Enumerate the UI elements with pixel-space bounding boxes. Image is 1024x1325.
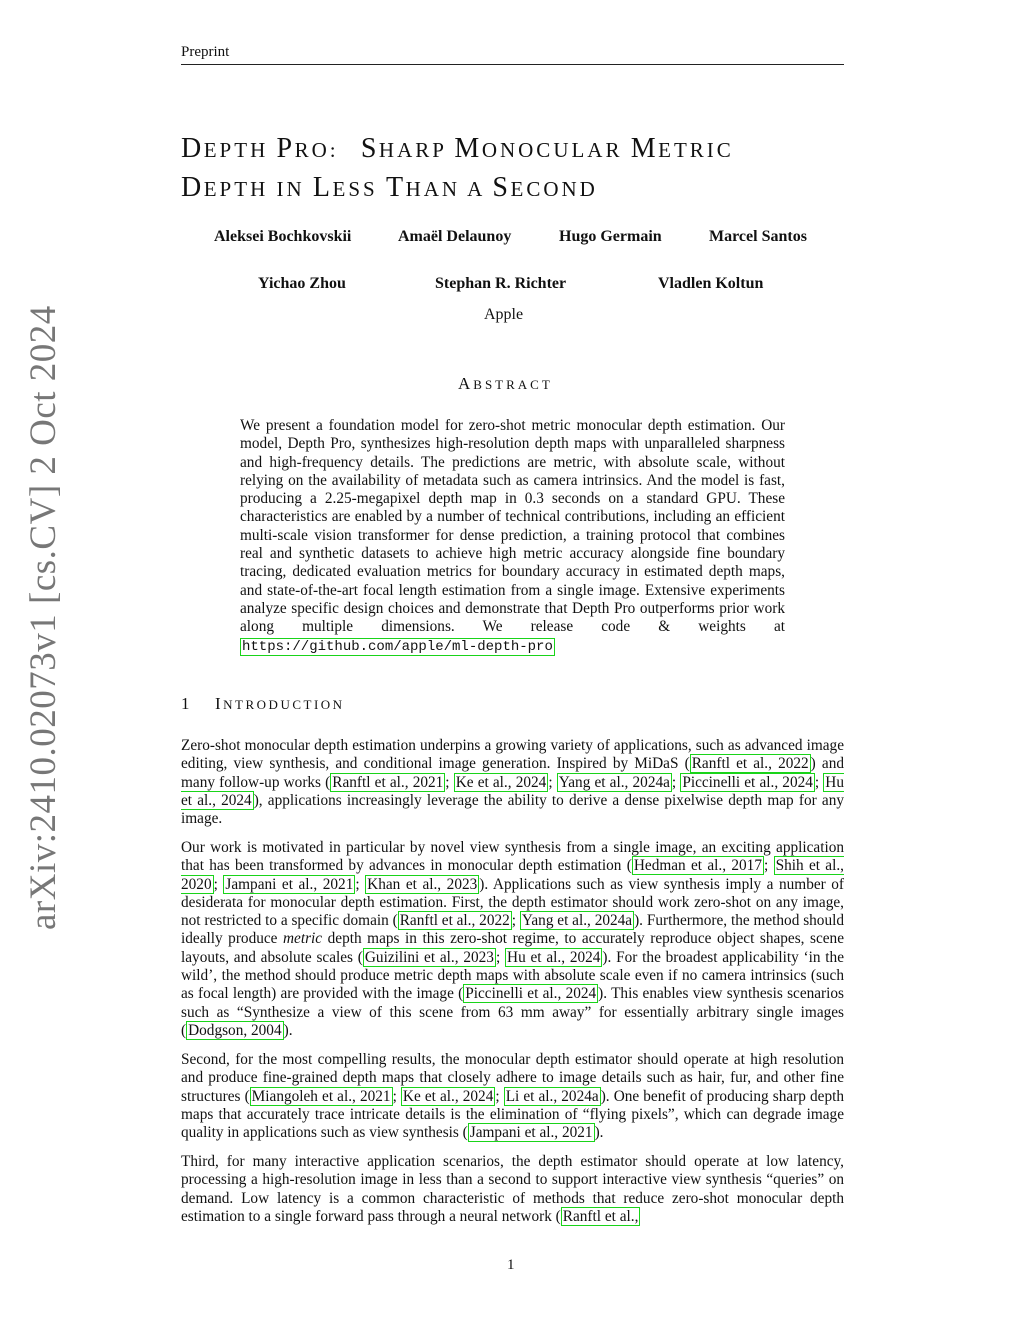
title-line-1	[181, 130, 861, 169]
title-small: ECOND	[510, 177, 598, 201]
text-run: ). One benefit of producing sharp depth maps that accurately trace intricate details is the elimination of “flying pixels”, which can degrade image quality in applications such as view synthesis (	[181, 1087, 845, 1142]
title-cap: S	[360, 133, 379, 164]
title-small: ESS	[332, 177, 386, 201]
text-run: Our work is motivated in particular by novel view synthesis from a single image, an exciting application that has been transformed by advances in monocular depth estimation (	[181, 839, 844, 875]
title-small: EPTH IN	[203, 177, 313, 201]
citation-link[interactable]: Ranftl et al., 2021	[332, 773, 444, 791]
author-name: Aleksei Bochkovskii	[214, 228, 352, 245]
citation-link[interactable]: Hu et al., 2024	[507, 948, 601, 966]
arxiv-identifier[interactable]: arXiv:2410.02073v1 [cs.CV] 2 Oct 2024	[23, 305, 64, 930]
title-cap: M	[454, 133, 482, 164]
text-run: Zero-shot monocular depth estimation underpins a growing variety of applications, such as advanced image editing, view synthesis, and conditional image generation. Inspired by MiDaS (	[181, 737, 844, 773]
intro-paragraph-4	[181, 1153, 844, 1226]
citation-link[interactable]: Hedman et al., 2017	[633, 857, 762, 875]
citation-link[interactable]: Yang et al., 2024a	[558, 773, 670, 791]
citation-link[interactable]: Li et al., 2024a	[505, 1087, 599, 1105]
author-name: Yichao Zhou	[258, 275, 346, 292]
abstract-body	[240, 417, 785, 656]
intro-paragraph-1	[181, 737, 844, 828]
text-run: ;	[671, 773, 681, 791]
text-run: ). For the broadest applicability ‘in the wild’, the method should produce metric depth maps with absolute scale even if no camera intrinsics (such as focal length) are provided with the image (	[181, 948, 844, 1003]
abstract-heading-small: BSTRACT	[473, 377, 553, 392]
text-run: ;	[814, 773, 824, 791]
title-small: ONOCULAR	[481, 138, 631, 162]
author-name: Amaël Delaunoy	[398, 228, 512, 245]
section-number: 1	[181, 694, 190, 713]
title-cap: D	[181, 172, 204, 203]
title-line-2	[181, 169, 861, 208]
text-run: ;	[763, 857, 774, 875]
text-run: Second, for the most compelling results, the monocular depth estimator should operate at high resolution and produce fine-grained depth maps that closely adhere to image details such as hair, fur, and other fine structures (	[181, 1051, 844, 1105]
text-run: ), applications increasingly leverage the ability to derive a dense pixelwise depth map for any image.	[181, 791, 844, 828]
text-run: ).	[283, 1021, 293, 1039]
page-number: 1	[507, 1257, 515, 1273]
text-run: ). Applications such as view synthesis imply a number of desiderata for monocular depth estimation. First, the depth estimator should work zero-shot on any image, not restricted to a specific domain (	[181, 875, 845, 930]
text-run: depth maps in this zero-shot regime, to accurately reproduce object shapes, scene layouts, and absolute scales (	[181, 930, 844, 966]
citation-link[interactable]: Ranftl et al., 2022	[399, 912, 510, 930]
citation-link[interactable]: Ke et al., 2024	[402, 1087, 494, 1105]
citation-link[interactable]: Yang et al., 2024a	[521, 912, 633, 930]
running-header: Preprint	[181, 44, 844, 65]
title-cap: T	[385, 172, 406, 203]
affiliation: Apple	[484, 306, 524, 323]
title-cap: D	[181, 133, 204, 164]
intro-paragraph-2	[181, 839, 844, 1040]
citation-link[interactable]: Miangoleh et al., 2021	[251, 1087, 391, 1105]
citation-link[interactable]: Jampani et al., 2021	[469, 1124, 593, 1142]
title-small: RO:	[294, 138, 347, 162]
text-run: ). Furthermore, the method should ideally produce	[181, 912, 844, 948]
title-cap: L	[312, 172, 333, 203]
citation-link[interactable]: Piccinelli et al., 2024	[465, 985, 597, 1003]
code-link[interactable]: https://github.com/apple/ml-depth-pro	[242, 638, 553, 655]
title-small: HARP	[378, 138, 455, 162]
citation-link[interactable]: Hu et al., 2024	[181, 773, 844, 809]
section-heading	[181, 694, 345, 714]
citation-link[interactable]: Guizilini et al., 2023	[364, 948, 494, 966]
title-cap: P	[276, 133, 295, 164]
section-title-small: NTRODUCTION	[223, 697, 345, 712]
title-cap: S	[492, 172, 511, 203]
citation-link[interactable]: Ranftl et al.,	[562, 1207, 639, 1225]
text-run: ;	[495, 948, 506, 966]
text-run: ).	[594, 1124, 604, 1142]
text-run: ) and many follow-up works (	[181, 755, 844, 791]
text-run: ;	[392, 1087, 401, 1105]
author-name: Hugo Germain	[559, 228, 662, 245]
citation-link[interactable]: Ranftl et al., 2022	[691, 755, 809, 773]
citation-link[interactable]: Khan et al., 2023	[367, 875, 478, 893]
citation-link[interactable]: Dodgson, 2004	[188, 1021, 282, 1039]
text-run: ;	[548, 773, 557, 791]
text-run: ;	[445, 773, 454, 791]
citation-link[interactable]: Ke et al., 2024	[455, 773, 547, 791]
title-cap: M	[630, 133, 659, 164]
title-small: ETRIC	[658, 138, 734, 162]
title-small: HAN A	[405, 177, 493, 201]
text-run: ;	[511, 912, 520, 930]
text-run: ;	[355, 875, 366, 893]
abstract-text: We present a foundation model for zero-shot metric monocular depth estimation. Our model, Depth Pro, synthesizes high-resolution depth maps with unparalleled sharpness and high-frequency details. The predictions are metric, with absolute scale, without relying on the availability of metadata such as camera intrinsics. And the model is fast, producing a 2.25-megapixel depth map in 0.3 seconds on a standard GPU. These characteristics are enabled by a number of technical contributions, including an efficient multi-scale vision transformer for dense prediction, a training protocol that combines real and synthetic datasets to achieve high metric accuracy alongside fine boundary tracing, dedicated evaluation metrics for boundary accuracy in estimated depth maps, and state-of-the-art focal length estimation from a single image. Extensive experiments analyze specific design choices and demonstrate that Depth Pro outperforms prior work along multiple dimensions. We release code & weights at	[240, 417, 785, 636]
citation-link[interactable]: Jampani et al., 2021	[225, 875, 354, 893]
author-name: Marcel Santos	[709, 228, 807, 245]
text-run: ;	[495, 1087, 504, 1105]
title-small: EPTH	[203, 138, 277, 162]
abstract-heading-cap: A	[458, 374, 474, 393]
paper-title	[181, 130, 861, 208]
text-run: ). This enables view synthesis scenarios such as “Synthesize a view of this scene from 63 mm away” for essentially arbitrary single images (	[181, 985, 844, 1039]
abstract-heading	[458, 374, 553, 394]
citation-link[interactable]: Shih et al., 2020	[181, 857, 844, 893]
text-run: ;	[213, 875, 224, 893]
author-name: Vladlen Koltun	[658, 275, 764, 292]
author-name: Stephan R. Richter	[435, 275, 567, 292]
intro-paragraph-3	[181, 1051, 844, 1142]
emphasis: metric	[283, 930, 323, 948]
citation-link[interactable]: Piccinelli et al., 2024	[682, 773, 813, 791]
section-title-cap: I	[215, 694, 224, 713]
text-run: Third, for many interactive application scenarios, the depth estimator should operate at low latency, processing a high-resolution image in less than a second to support interactive view synthesis “queries” on demand. Low latency is a common characteristic of methods that reduce zero-shot monocular depth estimation to a single forward pass through a neural network (	[181, 1153, 844, 1225]
